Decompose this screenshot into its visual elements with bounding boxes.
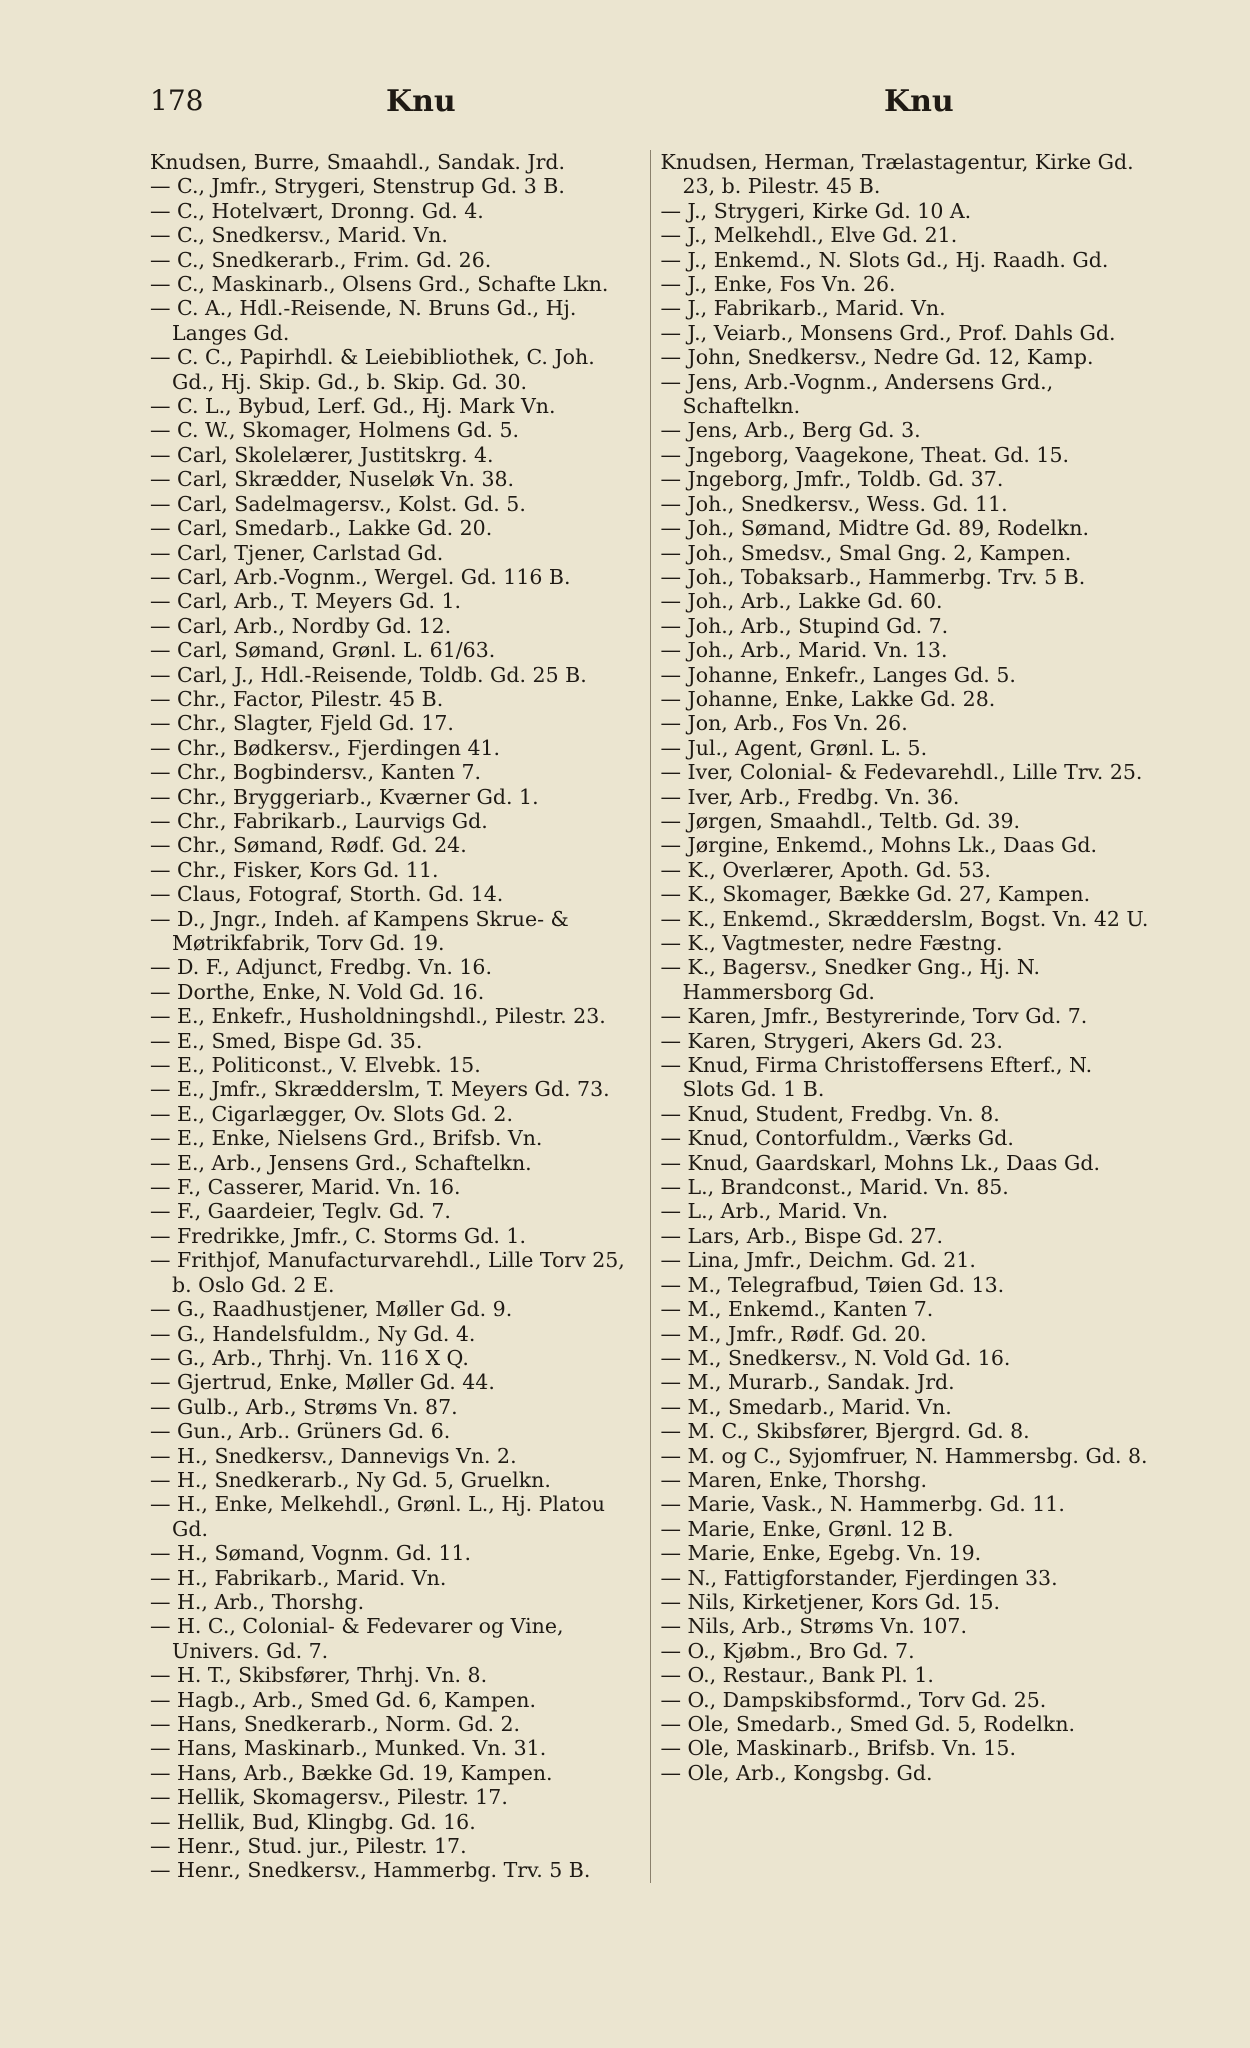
directory-entry: — E., Smed, Bispe Gd. 35. — [150, 1028, 423, 1053]
directory-entry: — Henr., Stud. jur., Pilestr. 17. — [150, 1834, 467, 1859]
right-column — [650, 150, 1151, 1883]
directory-entry: Knudsen, Burre, Smaahdl., Sandak. Jrd. — [150, 150, 566, 174]
directory-entry: — Jørgen, Smaahdl., Teltb. Gd. 39. — [660, 808, 1021, 833]
directory-entry: — Nils, Arb., Strøms Vn. 107. — [660, 1614, 967, 1639]
directory-entry: — Knud, Contorfuldm., Værks Gd. — [660, 1126, 1014, 1151]
directory-entry: — Gun., Arb.. Grüners Gd. 6. — [150, 1419, 451, 1444]
directory-entry: — Frithjof, Manufacturvarehdl., Lille Torv 25, b. Oslo Gd. 2 E. — [150, 1248, 625, 1297]
directory-entry: — H. T., Skibsfører, Thrhj. Vn. 8. — [150, 1663, 488, 1688]
directory-entry: — M., Snedkersv., N. Vold Gd. 16. — [660, 1345, 1011, 1370]
directory-entry: — K., Bagersv., Snedker Gng., Hj. N. Hammersborg Gd. — [660, 955, 1040, 1004]
directory-entry: — Chr., Fisker, Kors Gd. 11. — [150, 857, 439, 882]
directory-entry: — H. C., Colonial- & Fedevarer og Vine, Univers. Gd. 7. — [150, 1614, 564, 1663]
directory-entry: — H., Snedkerarb., Ny Gd. 5, Gruelkn. — [150, 1467, 551, 1492]
directory-entry: — Jon, Arb., Fos Vn. 26. — [660, 711, 908, 736]
directory-entry: — J., Fabrikarb., Marid. Vn. — [660, 296, 946, 321]
directory-entry: — H., Snedkersv., Dannevigs Vn. 2. — [150, 1443, 517, 1468]
directory-entry: — H., Sømand, Vognm. Gd. 11. — [150, 1541, 472, 1566]
directory-entry: — Joh., Tobaksarb., Hammerbg. Trv. 5 B. — [660, 564, 1086, 589]
directory-entry: — Hans, Arb., Bække Gd. 19, Kampen. — [150, 1760, 553, 1785]
directory-entry: — E., Jmfr., Skrædderslm, T. Meyers Gd. 73. — [150, 1077, 610, 1102]
directory-entry: — Chr., Bødkersv., Fjerdingen 41. — [150, 735, 501, 760]
directory-entry: — Gulb., Arb., Strøms Vn. 87. — [150, 1394, 458, 1419]
directory-entry: — D. F., Adjunct, Fredbg. Vn. 16. — [150, 955, 492, 980]
directory-entry: — Ole, Arb., Kongsbg. Gd. — [660, 1760, 933, 1785]
directory-entry: — D., Jngr., Indeh. af Kampens Skrue- & Møtrikfabrik, Torv Gd. 19. — [150, 906, 569, 955]
directory-entry: — J., Veiarb., Monsens Grd., Prof. Dahls Gd. — [660, 320, 1116, 345]
directory-entry: — C. L., Bybud, Lerf. Gd., Hj. Mark Vn. — [150, 394, 556, 419]
directory-entry: — Lina, Jmfr., Deichm. Gd. 21. — [660, 1248, 976, 1273]
directory-entry: — C., Snedkersv., Marid. Vn. — [150, 223, 448, 248]
directory-entry: — Carl, Sadelmagersv., Kolst. Gd. 5. — [150, 491, 526, 516]
directory-entry: — Joh., Sømand, Midtre Gd. 89, Rodelkn. — [660, 516, 1089, 541]
directory-entry: — H., Enke, Melkehdl., Grønl. L., Hj. Platou Gd. — [150, 1492, 605, 1541]
directory-entry: — J., Melkehdl., Elve Gd. 21. — [660, 223, 958, 248]
directory-entry: — Hans, Snedkerarb., Norm. Gd. 2. — [150, 1712, 521, 1736]
directory-entry: — K., Skomager, Bække Gd. 27, Kampen. — [660, 882, 1091, 907]
directory-entry: — Jens, Arb.-Vognm., Andersens Grd., Schaftelkn. — [660, 369, 1054, 419]
directory-entry: — E., Cigarlægger, Ov. Slots Gd. 2. — [150, 1101, 513, 1126]
directory-entry: — Jens, Arb., Berg Gd. 3. — [660, 418, 921, 443]
directory-entry: — Carl, Arb., T. Meyers Gd. 1. — [150, 589, 462, 614]
directory-entry: — Carl, Arb.-Vognm., Wergel. Gd. 116 B. — [150, 564, 571, 589]
directory-entry: — Joh., Arb., Lakke Gd. 60. — [660, 589, 943, 614]
directory-entry: — Johanne, Enkefr., Langes Gd. 5. — [660, 662, 1016, 687]
directory-entry: — E., Enkefr., Husholdningshdl., Pilestr. 23. — [150, 1004, 606, 1029]
directory-entry: — Chr., Bryggeriarb., Kværner Gd. 1. — [150, 784, 539, 809]
directory-entry: — Iver, Colonial- & Fedevarehdl., Lille Trv. 25. — [660, 760, 1143, 785]
directory-entry: — Marie, Enke, Grønl. 12 B. — [660, 1516, 954, 1541]
directory-entry: — N., Fattigforstander, Fjerdingen 33. — [660, 1565, 1058, 1590]
directory-entry: — E., Politiconst., V. Elvebk. 15. — [150, 1053, 481, 1078]
directory-entry: — C. W., Skomager, Holmens Gd. 5. — [150, 418, 520, 443]
directory-entry: — M. og C., Syjomfruer, N. Hammersbg. Gd. 8. — [660, 1443, 1148, 1468]
directory-entry: — Hellik, Bud, Klingbg. Gd. 16. — [150, 1809, 476, 1834]
directory-entry: — Knud, Gaardskarl, Mohns Lk., Daas Gd. — [660, 1150, 1100, 1175]
directory-entry: — Nils, Kirketjener, Kors Gd. 15. — [660, 1589, 1001, 1614]
directory-entry: — L., Brandconst., Marid. Vn. 85. — [660, 1175, 1009, 1200]
directory-entry: — H., Fabrikarb., Marid. Vn. — [150, 1565, 447, 1590]
directory-entry: — Iver, Arb., Fredbg. Vn. 36. — [660, 784, 960, 809]
directory-entry: — Ole, Maskinarb., Brifsb. Vn. 15. — [660, 1736, 1016, 1761]
directory-entry: — Johanne, Enke, Lakke Gd. 28. — [660, 686, 996, 711]
page-number: 178 — [150, 84, 204, 117]
directory-entry: — Marie, Enke, Egebg. Vn. 19. — [660, 1541, 982, 1566]
directory-columns — [150, 150, 1150, 1883]
directory-entry: — Hagb., Arb., Smed Gd. 6, Kampen. — [150, 1687, 536, 1712]
directory-entry: — E., Enke, Nielsens Grd., Brifsb. Vn. — [150, 1126, 543, 1151]
directory-entry: — C. A., Hdl.-Reisende, N. Bruns Gd., Hj. Langes Gd. — [150, 296, 577, 345]
directory-entry: — J., Enke, Fos Vn. 26. — [660, 272, 896, 297]
left-column — [150, 150, 650, 1883]
directory-entry: — Fredrikke, Jmfr., C. Storms Gd. 1. — [150, 1223, 526, 1248]
directory-entry: — Chr., Slagter, Fjeld Gd. 17. — [150, 711, 454, 736]
directory-entry: — C. C., Papirhdl. & Leiebibliothek, C. Joh. Gd., Hj. Skip. Gd., b. Skip. Gd. 30. — [150, 345, 595, 394]
directory-entry: — Joh., Smedsv., Smal Gng. 2, Kampen. — [660, 540, 1072, 565]
directory-entry: — Joh., Arb., Marid. Vn. 13. — [660, 638, 948, 663]
directory-entry: — O., Restaur., Bank Pl. 1. — [660, 1663, 934, 1688]
directory-entry: — K., Vagtmester, nedre Fæstng. — [660, 931, 1003, 955]
directory-entry: — G., Raadhustjener, Møller Gd. 9. — [150, 1297, 513, 1322]
directory-entry: — Claus, Fotograf, Storth. Gd. 14. — [150, 882, 504, 907]
directory-entry: — M., Telegrafbud, Tøien Gd. 13. — [660, 1272, 1005, 1297]
directory-entry: — Carl, Sømand, Grønl. L. 61/63. — [150, 638, 496, 663]
directory-entry: — G., Handelsfuldm., Ny Gd. 4. — [150, 1321, 476, 1346]
directory-entry: — Marie, Vask., N. Hammerbg. Gd. 11. — [660, 1492, 1065, 1517]
directory-entry: — Jul., Agent, Grønl. L. 5. — [660, 735, 928, 760]
directory-entry: — C., Hotelvært, Dronng. Gd. 4. — [150, 198, 484, 223]
directory-entry: — H., Arb., Thorshg. — [150, 1589, 365, 1614]
directory-entry: — Chr., Bogbindersv., Kanten 7. — [150, 760, 482, 785]
directory-entry: — M., Murarb., Sandak. Jrd. — [660, 1370, 955, 1395]
directory-entry: — M., Smedarb., Marid. Vn. — [660, 1394, 952, 1419]
directory-entry: — Jngeborg, Vaagekone, Theat. Gd. 15. — [660, 442, 1069, 467]
directory-entry: — M., Enkemd., Kanten 7. — [660, 1297, 934, 1322]
directory-entry: — Dorthe, Enke, N. Vold Gd. 16. — [150, 979, 485, 1004]
directory-entry: — J., Strygeri, Kirke Gd. 10 A. — [660, 198, 972, 223]
directory-entry: — Knud, Student, Fredbg. Vn. 8. — [660, 1101, 1000, 1126]
directory-entry: — Jørgine, Enkemd., Mohns Lk., Daas Gd. — [660, 833, 1098, 858]
directory-entry: — Carl, Skrædder, Nuseløk Vn. 38. — [150, 467, 515, 492]
directory-entry: — Henr., Snedkersv., Hammerbg. Trv. 5 B. — [150, 1858, 591, 1883]
directory-entry: — Knud, Firma Christoffersens Efterf., N. Slots Gd. 1 B. — [660, 1053, 1093, 1102]
directory-entry: — Karen, Strygeri, Akers Gd. 23. — [660, 1028, 1003, 1053]
directory-entry: — F., Casserer, Marid. Vn. 16. — [150, 1175, 461, 1200]
running-head-left: Knu — [386, 84, 456, 119]
directory-entry: — L., Arb., Marid. Vn. — [660, 1199, 889, 1224]
directory-entry: — E., Arb., Jensens Grd., Schaftelkn. — [150, 1150, 532, 1175]
directory-entry: — Carl, Skolelærer, Justitskrg. 4. — [150, 442, 494, 467]
directory-entry: — M. C., Skibsfører, Bjergrd. Gd. 8. — [660, 1419, 1030, 1444]
directory-entry: — O., Kjøbm., Bro Gd. 7. — [660, 1638, 915, 1663]
directory-entry: — J., Enkemd., N. Slots Gd., Hj. Raadh. Gd. — [660, 247, 1109, 272]
directory-entry: — G., Arb., Thrhj. Vn. 116 X Q. — [150, 1345, 469, 1370]
directory-entry: — Carl, Smedarb., Lakke Gd. 20. — [150, 516, 493, 541]
directory-entry: — C., Maskinarb., Olsens Grd., Schafte Lkn. — [150, 272, 609, 297]
directory-entry: — F., Gaardeier, Teglv. Gd. 7. — [150, 1199, 451, 1224]
directory-entry: — Hans, Maskinarb., Munked. Vn. 31. — [150, 1736, 547, 1761]
directory-entry: Knudsen, Herman, Trælastagentur, Kirke Gd. 23, b. Pilestr. 45 B. — [660, 150, 1134, 199]
directory-entry: — John, Snedkersv., Nedre Gd. 12, Kamp. — [660, 345, 1094, 370]
directory-entry: — Maren, Enke, Thorshg. — [660, 1467, 928, 1492]
directory-entry: — Joh., Arb., Stupind Gd. 7. — [660, 613, 949, 638]
directory-entry: — Lars, Arb., Bispe Gd. 27. — [660, 1223, 944, 1248]
directory-entry: — K., Enkemd., Skrædderslm, Bogst. Vn. 42 U. — [660, 906, 1149, 931]
directory-entry: — Chr., Sømand, Rødf. Gd. 24. — [150, 833, 467, 858]
directory-entry: — Gjertrud, Enke, Møller Gd. 44. — [150, 1370, 495, 1395]
directory-entry: — Karen, Jmfr., Bestyrerinde, Torv Gd. 7. — [660, 1004, 1088, 1029]
directory-entry: — K., Overlærer, Apoth. Gd. 53. — [660, 857, 991, 882]
directory-entry: — C., Snedkerarb., Frim. Gd. 26. — [150, 247, 492, 272]
directory-entry: — Jngeborg, Jmfr., Toldb. Gd. 37. — [660, 467, 1004, 492]
directory-entry: — Ole, Smedarb., Smed Gd. 5, Rodelkn. — [660, 1712, 1076, 1736]
directory-entry: — Carl, J., Hdl.-Reisende, Toldb. Gd. 25 B. — [150, 662, 587, 687]
directory-entry: — Carl, Arb., Nordby Gd. 12. — [150, 613, 452, 638]
directory-entry: — Chr., Fabrikarb., Laurvigs Gd. — [150, 808, 488, 833]
directory-entry: — Carl, Tjener, Carlstad Gd. — [150, 540, 444, 565]
directory-entry: — Hellik, Skomagersv., Pilestr. 17. — [150, 1785, 508, 1810]
directory-entry: — Joh., Snedkersv., Wess. Gd. 11. — [660, 491, 1008, 516]
directory-entry: — O., Dampskibsformd., Torv Gd. 25. — [660, 1687, 1047, 1712]
directory-entry: — Chr., Factor, Pilestr. 45 B. — [150, 686, 444, 711]
running-head-right: Knu — [884, 84, 954, 119]
directory-entry: — C., Jmfr., Strygeri, Stenstrup Gd. 3 B. — [150, 174, 565, 199]
page-header — [150, 84, 1150, 124]
directory-entry: — M., Jmfr., Rødf. Gd. 20. — [660, 1321, 927, 1346]
